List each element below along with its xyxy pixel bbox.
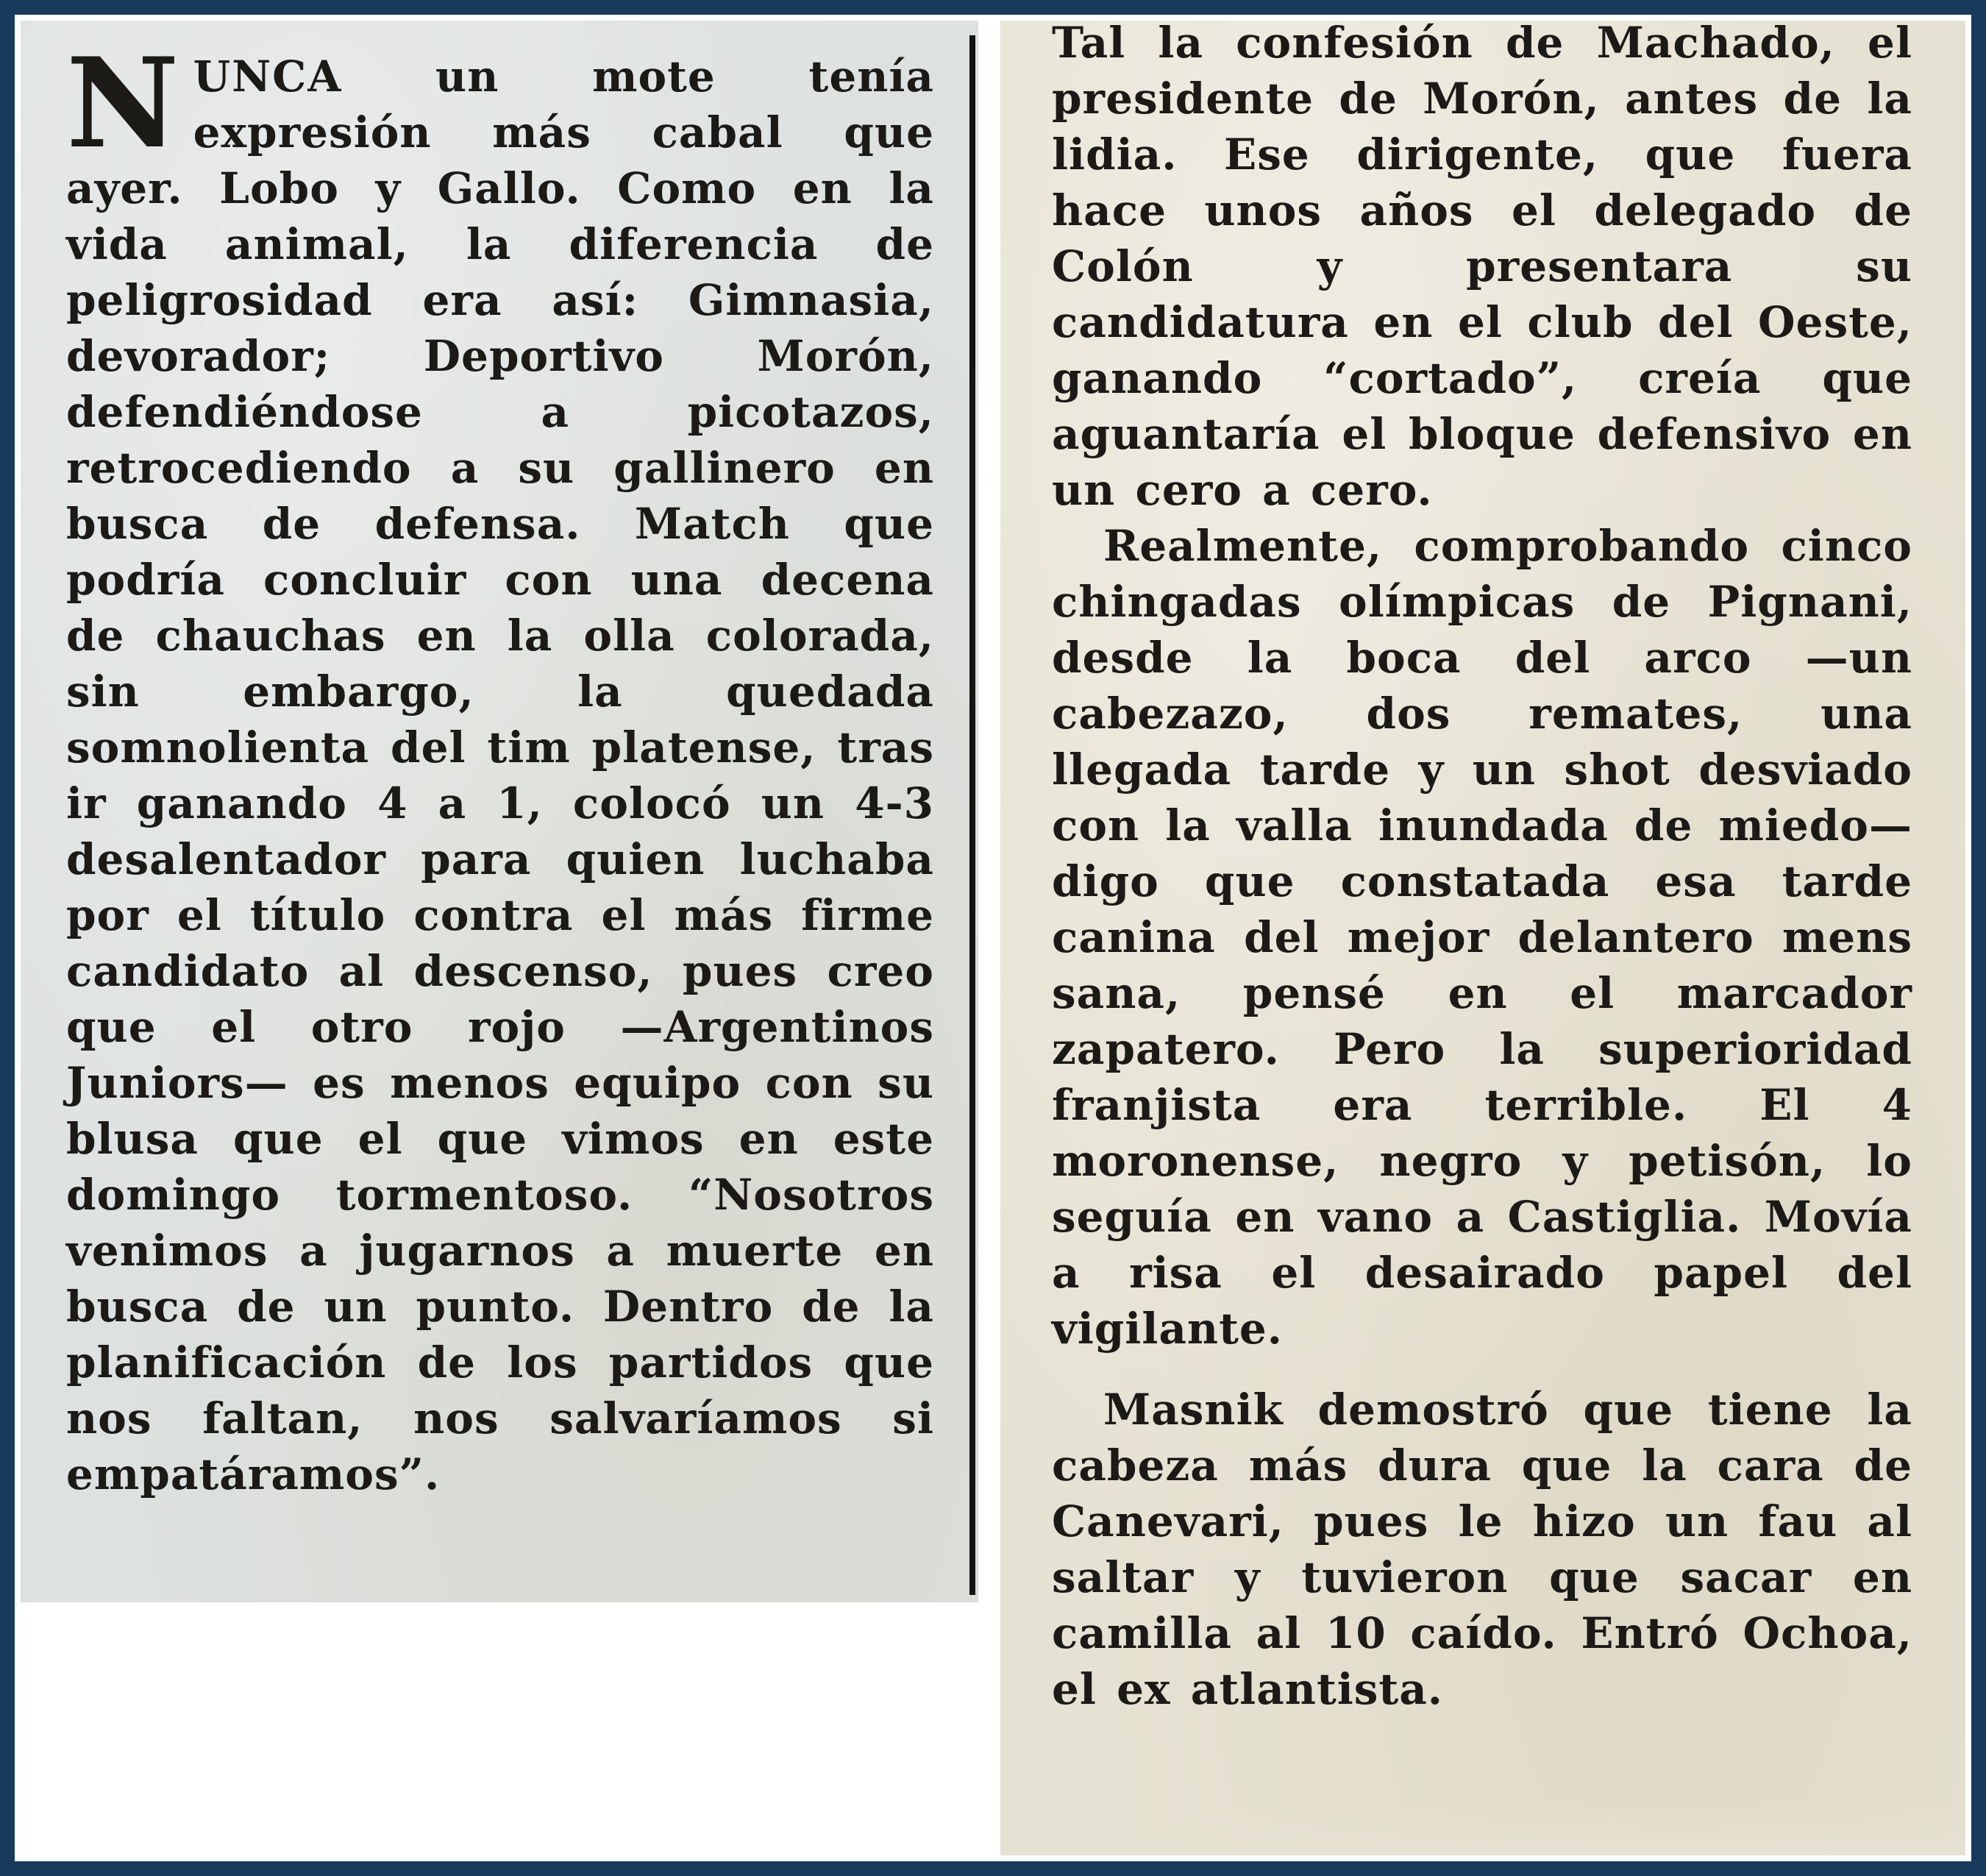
bottom-fade [1000,1804,1965,1855]
paragraph-pignani: Realmente, comprobando cinco chingadas olímpicas de Pignani, desde la boca del arco —un cabezazo, dos remates, una llegada tarde y un shot desviado con la valla inundada de miedo— digo que constatada esa tarde canina del mejor delantero mens sana, pensé en el marcador zapatero. Pero la superioridad franjista era terrible. El 4 moronense, negro y petisón, lo seguía en vano a Castiglia. Movía a risa el desairado papel del vigilante. [1052,521,1912,1354]
opening-paragraph [21,21,978,1502]
drop-cap: N [66,30,180,176]
column-divider [969,35,975,1595]
paragraph-machado: Tal la confesión de Machado, el presidente de Morón, antes de la lidia. Ese dirigente, que fuera hace unos años el delegado de Colón y presentara su candidatura en el club del Oeste, ganando “cortado”, creía que aguantaría el bloque defensivo en un cero a cero. [1052,21,1912,515]
paragraph-masnik: Masnik demostró que tiene la cabeza más dura que la cara de Canevari, pues le hizo un fau al saltar y tuvieron que sacar en camilla al 10 caído. Entró Ochoa, el ex atlantista. [1052,1385,1912,1714]
right-column [1000,21,1965,1855]
left-column [21,21,978,1602]
lead-word: UNCA [193,51,343,102]
opening-paragraph-text: un mote tenía expresión más cabal que ayer. Lobo y Gallo. Como en la vida animal, la diferencia de peligrosidad era así: Gimnasia, devorador; Deportivo Morón, defendiéndose a picotazos, retrocediendo a su gallinero en busca de defensa. Match que podría concluir con una decena de chauchas en la olla colorada, sin embargo, la quedada somnolienta del tim platense, tras ir ganando 4 a 1, colocó un 4-3 desalentador para quien luchaba por el título contra el más firme candidato al descenso, pues creo que el otro rojo —Argentinos Juniors— es menos equipo con su blusa que el que vimos en este domingo tormentoso. “Nosotros venimos a jugarnos a muerte en busca de un punto. Dentro de la planificación de los partidos que nos faltan, nos salvaríamos si empatáramos”. [66,51,934,1499]
